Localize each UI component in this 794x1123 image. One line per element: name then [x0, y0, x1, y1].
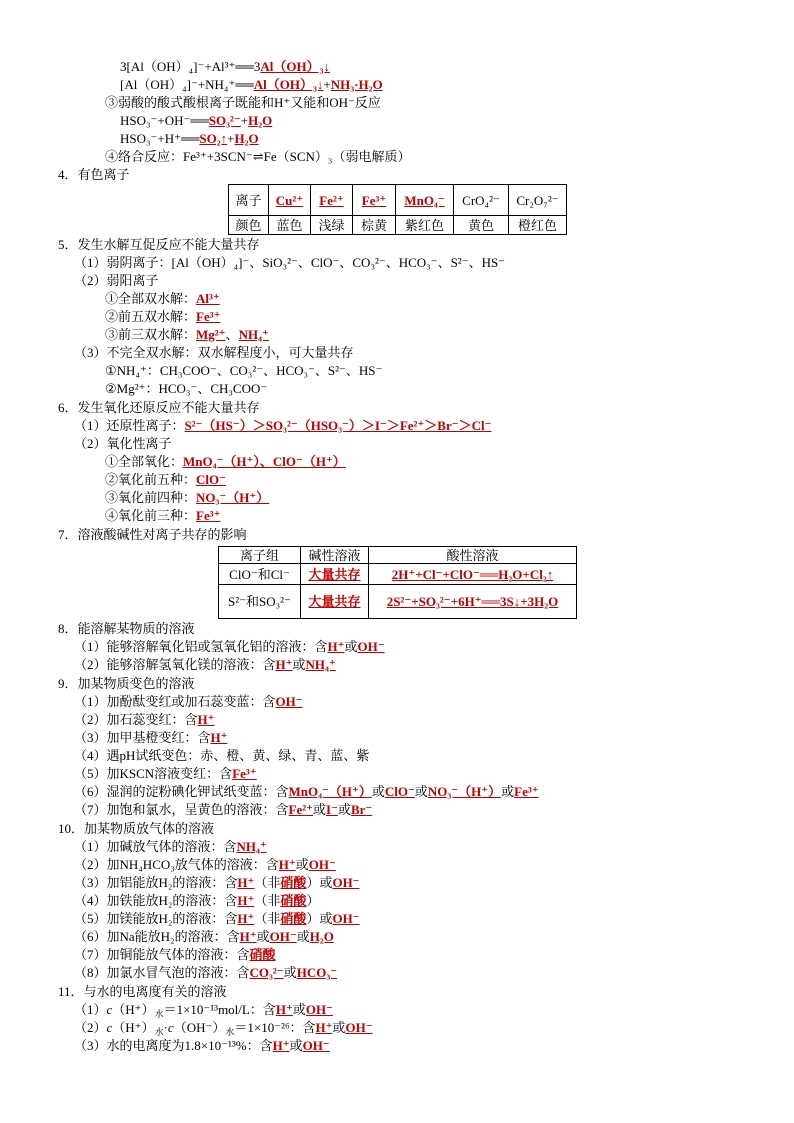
- text-run: ClO⁻和Cl⁻: [229, 566, 290, 582]
- text-run: ①全部双水解：: [105, 291, 197, 306]
- italic-symbol: c: [167, 1020, 174, 1035]
- section-heading: 5．发生水解互促反应不能大量共存: [58, 237, 260, 252]
- answer-text: Fe²⁺: [319, 192, 344, 208]
- list-item: [0, 964, 794, 982]
- answer-text: H⁺: [197, 712, 215, 727]
- answer-text: 大量共存: [308, 566, 361, 582]
- text-run: （OH⁻）: [173, 1020, 226, 1035]
- list-item: [0, 435, 794, 453]
- equation-line: [0, 58, 794, 76]
- answer-text: OH⁻: [305, 1002, 333, 1017]
- text-run: 或: [332, 1020, 346, 1035]
- answer-text: 硝酸: [280, 875, 307, 890]
- text-run: CrO₄²⁻: [462, 192, 500, 208]
- text-run: （2）氧化性离子: [74, 436, 172, 451]
- text-run: 离子: [235, 192, 262, 208]
- text-run: +: [323, 77, 331, 92]
- answer-text: H⁺: [210, 730, 228, 745]
- list-item: [0, 148, 794, 166]
- text-run: （1）加酚酞变红或加石蕊变蓝：含: [74, 694, 276, 709]
- text-run: S²⁻和SO₃²⁻: [228, 594, 291, 609]
- text-run: HSO₃⁻+OH⁻══: [120, 113, 209, 128]
- answer-text: 大量共存: [308, 594, 361, 609]
- text-run: （H⁺）: [112, 1002, 155, 1017]
- color-cell: [353, 216, 396, 235]
- table-header-cell: 离子组: [219, 547, 301, 564]
- text-run: 或: [292, 1002, 306, 1017]
- text-run: 或: [371, 784, 385, 799]
- list-item: [0, 272, 794, 290]
- text-run: ①全部氧化：: [105, 454, 184, 469]
- text-run: 或: [337, 802, 351, 817]
- section-heading: 4．有色离子: [58, 167, 130, 182]
- text-run: 棕黄: [360, 217, 387, 233]
- ion-group-cell: [219, 585, 301, 619]
- text-run: ）: [306, 893, 320, 908]
- list-item: [0, 638, 794, 656]
- text-run: （4）加铁能放H₂的溶液：含: [74, 893, 238, 908]
- ion-cell: [311, 185, 353, 216]
- text-run: （2）加石蕊变红：含: [74, 712, 198, 727]
- answer-text: OH⁻: [308, 857, 336, 872]
- text-run: 紫红色: [404, 217, 444, 233]
- ion-cell: [454, 185, 509, 216]
- color-cell: [269, 216, 311, 235]
- text-run: （2）能够溶解氢氧化镁的溶液：含: [74, 657, 276, 672]
- colored-ion-table: [228, 184, 567, 235]
- list-item: [0, 856, 794, 874]
- text-run: 3[Al（OH）₄]⁻+Al³⁺══3: [120, 59, 261, 74]
- list-item: [0, 1037, 794, 1055]
- color-cell: [311, 216, 353, 235]
- list-item: [0, 892, 794, 910]
- text-run: （H⁺）: [112, 1020, 155, 1035]
- answer-text: OH⁻: [332, 875, 360, 890]
- text-run: 颜色: [235, 217, 262, 233]
- answer-text: NH₄⁺: [305, 657, 336, 672]
- answer-text: SO₂↑: [199, 131, 228, 146]
- text-run: 蓝色: [276, 217, 303, 233]
- list-item: [0, 417, 794, 435]
- text-run: （3）不完全双水解：双水解程度小，可大量共存: [74, 345, 354, 360]
- table-header-row: [219, 547, 577, 564]
- answer-text: NO₃⁻（H⁺）: [196, 490, 270, 505]
- list-item: [0, 1019, 794, 1037]
- equation-line: [0, 76, 794, 94]
- text-run: （4）遇pH试纸变色：赤、橙、黄、绿、青、蓝、紫: [74, 748, 370, 763]
- text-run: 或: [501, 784, 515, 799]
- answer-text: Al（OH）₃↓: [260, 59, 330, 74]
- answer-text: ClO⁻: [196, 472, 226, 487]
- ion-group-cell: [219, 564, 301, 585]
- list-item: [0, 765, 794, 783]
- text-run: ③前三双水解：: [105, 327, 197, 342]
- answer-text: Cu²⁺: [275, 192, 304, 208]
- color-cell: [454, 216, 509, 235]
- text-run: ②氧化前五种：: [105, 472, 197, 487]
- italic-symbol: c: [106, 1020, 113, 1035]
- text-run: 或: [296, 929, 310, 944]
- answer-text: H₂O: [309, 929, 334, 944]
- ion-cell: [396, 185, 454, 216]
- text-run: （1）加碱放气体的溶液：含: [74, 839, 237, 854]
- answer-text: HCO₃⁻: [296, 965, 338, 980]
- section-heading: 6．发生氧化还原反应不能大量共存: [58, 400, 260, 415]
- list-item: [0, 693, 794, 711]
- section-heading: 9．加某物质变色的溶液: [58, 676, 195, 691]
- text-run: 或: [313, 802, 327, 817]
- ion-cell: [353, 185, 396, 216]
- text-run: +: [240, 113, 249, 128]
- answer-text: NO₃⁻（H⁺）: [427, 784, 502, 799]
- text-run: 黄色: [467, 217, 494, 233]
- section-heading: 7．溶液酸碱性对离子共存的影响: [58, 527, 247, 542]
- list-item: [0, 471, 794, 489]
- list-item: [0, 874, 794, 892]
- list-item: [0, 453, 794, 471]
- text-run: （非: [254, 875, 281, 890]
- answer-text: 硝酸: [249, 947, 276, 962]
- list-item: [0, 290, 794, 308]
- answer-text: OH⁻: [332, 911, 360, 926]
- text-run: （7）加饱和氯水，呈黄色的溶液：含: [74, 802, 289, 817]
- text-run: 或: [256, 929, 270, 944]
- answer-text: Fe³⁺: [232, 766, 257, 781]
- answer-text: H⁺: [237, 875, 255, 890]
- list-item: [0, 656, 794, 674]
- text-run: （8）加氯水冒气泡的溶液：含: [74, 965, 250, 980]
- text-run: ④络合反应：Fe³⁺+3SCN⁻⇌Fe（SCN）₃（弱电解质）: [105, 149, 411, 164]
- equation-line: [0, 130, 794, 148]
- table-header-cell: 酸性溶液: [369, 547, 577, 564]
- alkaline-cell: [301, 585, 369, 619]
- answer-text: S²⁻（HS⁻）＞SO₃²⁻（HSO₃⁻）＞I⁻＞Fe²⁺＞Br⁻＞Cl⁻: [184, 418, 492, 433]
- text-run: ③氧化前四种：: [105, 490, 197, 505]
- text-run: 或: [295, 857, 309, 872]
- answer-text: H₂O: [248, 113, 273, 128]
- answer-text: Al³⁺: [196, 291, 220, 306]
- text-run: 浅绿: [318, 217, 345, 233]
- answer-text: SO₃²⁻: [208, 113, 241, 128]
- text-run: +: [227, 131, 235, 146]
- text-run: （非: [254, 911, 281, 926]
- text-run: （非: [254, 893, 281, 908]
- text-run: （1）弱阴离子：[Al（OH）₄]⁻、SiO₃²⁻、ClO⁻、CO₃²⁻、HCO₃⁻、S²⁻、HS⁻: [74, 255, 506, 270]
- list-item: [0, 362, 794, 380]
- text-run: （7）加铜能放气体的溶液：含: [74, 947, 250, 962]
- text-run: ②前五双水解：: [105, 309, 197, 324]
- text-run: ④氧化前三种：: [105, 508, 197, 523]
- text-run: （5）加镁能放H₂的溶液：含: [74, 911, 238, 926]
- text-run: 或: [283, 965, 297, 980]
- answer-text: H⁺: [237, 893, 255, 908]
- text-run: Cr₂O₇²⁻: [516, 192, 559, 208]
- answer-text: Fe³⁺: [196, 508, 221, 523]
- answer-text: I⁻: [326, 802, 338, 817]
- text-run: （1）能够溶解氧化铝或氢氧化铝的溶液：含: [74, 639, 328, 654]
- answer-text: Br⁻: [350, 802, 373, 817]
- acidic-cell: [369, 564, 577, 585]
- text-run: （3）水的电离度为1.8×10⁻¹³%：含: [74, 1038, 273, 1053]
- ion-cell: [269, 185, 311, 216]
- alkaline-cell: [301, 564, 369, 585]
- answer-text: NH₃·H₂O: [330, 77, 383, 92]
- text-run: （2）: [74, 1020, 107, 1035]
- list-item: [0, 308, 794, 326]
- list-item: [0, 946, 794, 964]
- list-item: [0, 1001, 794, 1019]
- italic-symbol: c: [106, 1002, 113, 1017]
- answer-text: H⁺: [239, 929, 257, 944]
- list-item: [0, 928, 794, 946]
- subscript-text: 水: [225, 1027, 235, 1037]
- answer-text: Fe³⁺: [196, 309, 221, 324]
- answer-text: 2H⁺+Cl⁻+ClO⁻══H₂O+Cl₂↑: [391, 566, 554, 582]
- text-run: ②Mg²⁺：HCO₃⁻、CH₃COO⁻: [105, 381, 268, 396]
- answer-text: OH⁻: [269, 929, 297, 944]
- answer-text: H⁺: [272, 1038, 290, 1053]
- list-item: [0, 783, 794, 801]
- color-cell: [509, 216, 567, 235]
- answer-text: 2S²⁻+SO₃²⁻+6H⁺══3S↓+3H₂O: [386, 594, 559, 609]
- text-run: （5）加KSCN溶液变红：含: [74, 766, 233, 781]
- list-item: [0, 344, 794, 362]
- color-cell: [396, 216, 454, 235]
- text-run: （2）弱阳离子: [74, 273, 159, 288]
- answer-text: MnO₄⁻（H⁺）、ClO⁻（H⁺）: [183, 454, 346, 469]
- color-row: [229, 216, 567, 235]
- answer-text: OH⁻: [302, 1038, 330, 1053]
- text-run: 或: [344, 639, 358, 654]
- answer-text: Fe³⁺: [361, 192, 387, 208]
- section-heading: 10．加某物质放气体的溶液: [58, 821, 215, 836]
- text-run: （2）加NH₄HCO₃放气体的溶液：含: [74, 857, 279, 872]
- equation-line: [0, 112, 794, 130]
- list-item: [0, 254, 794, 272]
- list-item: [0, 711, 794, 729]
- text-run: 或: [289, 1038, 303, 1053]
- document-page: [0, 58, 794, 1055]
- text-run: （6）加Na能放H₂的溶液：含: [74, 929, 240, 944]
- answer-text: H⁺: [327, 639, 345, 654]
- list-item: [0, 747, 794, 765]
- text-run: HSO₃⁻+H⁺══: [120, 131, 200, 146]
- answer-text: Mg²⁺: [196, 327, 226, 342]
- text-run: [Al（OH）₄]⁻+NH₄⁺══: [120, 77, 254, 92]
- acid-base-table: [218, 546, 577, 619]
- text-run: 或: [414, 784, 428, 799]
- answer-text: Al（OH）₃↓: [253, 77, 324, 92]
- text-run: 橙红色: [517, 217, 557, 233]
- text-run: （3）加甲基橙变红：含: [74, 730, 211, 745]
- answer-text: NH₄⁺: [236, 839, 267, 854]
- list-item: [0, 801, 794, 819]
- text-run: ③弱酸的酸式酸根离子既能和H⁺又能和OH⁻反应: [105, 95, 381, 110]
- answer-text: ClO⁻: [384, 784, 415, 799]
- answer-text: H⁺: [315, 1020, 333, 1035]
- list-item: [0, 507, 794, 525]
- subscript-text: 水: [154, 1027, 164, 1037]
- answer-text: H⁺: [237, 911, 255, 926]
- answer-text: Fe³⁺: [514, 784, 539, 799]
- list-item: [0, 910, 794, 928]
- answer-text: NH₄⁺: [238, 327, 269, 342]
- text-run: ）或: [306, 875, 333, 890]
- text-run: ）或: [306, 911, 333, 926]
- answer-text: CO₃²⁻: [249, 965, 284, 980]
- answer-text: OH⁻: [275, 694, 303, 709]
- acidic-cell: [369, 585, 577, 619]
- list-item: [0, 94, 794, 112]
- text-run: （6）湿润的淀粉碘化钾试纸变蓝：含: [74, 784, 289, 799]
- answer-text: OH⁻: [357, 639, 385, 654]
- answer-text: MnO₄⁻（H⁺）: [288, 784, 372, 799]
- answer-text: 硝酸: [280, 911, 307, 926]
- text-run: ＝1×10⁻²⁶：含: [234, 1020, 316, 1035]
- text-run: 或: [292, 657, 306, 672]
- table-row: [219, 564, 577, 585]
- section-heading: 8．能溶解某物质的溶液: [58, 621, 195, 636]
- color-cell: [229, 216, 269, 235]
- ion-cell: [229, 185, 269, 216]
- list-item: [0, 838, 794, 856]
- text-run: （1）还原性离子：: [74, 418, 185, 433]
- list-item: [0, 326, 794, 344]
- text-run: ＝1×10⁻¹³mol/L：含: [163, 1002, 276, 1017]
- answer-text: MnO₄⁻: [404, 192, 445, 208]
- text-run: （1）: [74, 1002, 107, 1017]
- answer-text: H⁺: [278, 857, 296, 872]
- text-run: （3）加铝能放H₂的溶液：含: [74, 875, 238, 890]
- answer-text: H₂O: [234, 131, 259, 146]
- text-run: 、: [225, 327, 239, 342]
- text-run: ·: [163, 1020, 168, 1035]
- ion-cell: [509, 185, 567, 216]
- answer-text: Fe²⁺: [288, 802, 313, 817]
- subscript-text: 水: [154, 1009, 164, 1019]
- list-item: [0, 729, 794, 747]
- section-heading: 11．与水的电离度有关的溶液: [58, 984, 227, 999]
- text-run: ①NH₄⁺：CH₃COO⁻、CO₃²⁻、HCO₃⁻、S²⁻、HS⁻: [105, 363, 383, 378]
- table-row: [219, 585, 577, 619]
- list-item: [0, 380, 794, 398]
- list-item: [0, 489, 794, 507]
- answer-text: H⁺: [275, 657, 293, 672]
- answer-text: 硝酸: [280, 893, 307, 908]
- table-header-cell: 碱性溶液: [301, 547, 369, 564]
- answer-text: H⁺: [275, 1002, 293, 1017]
- answer-text: OH⁻: [345, 1020, 373, 1035]
- ion-row: [229, 185, 567, 216]
